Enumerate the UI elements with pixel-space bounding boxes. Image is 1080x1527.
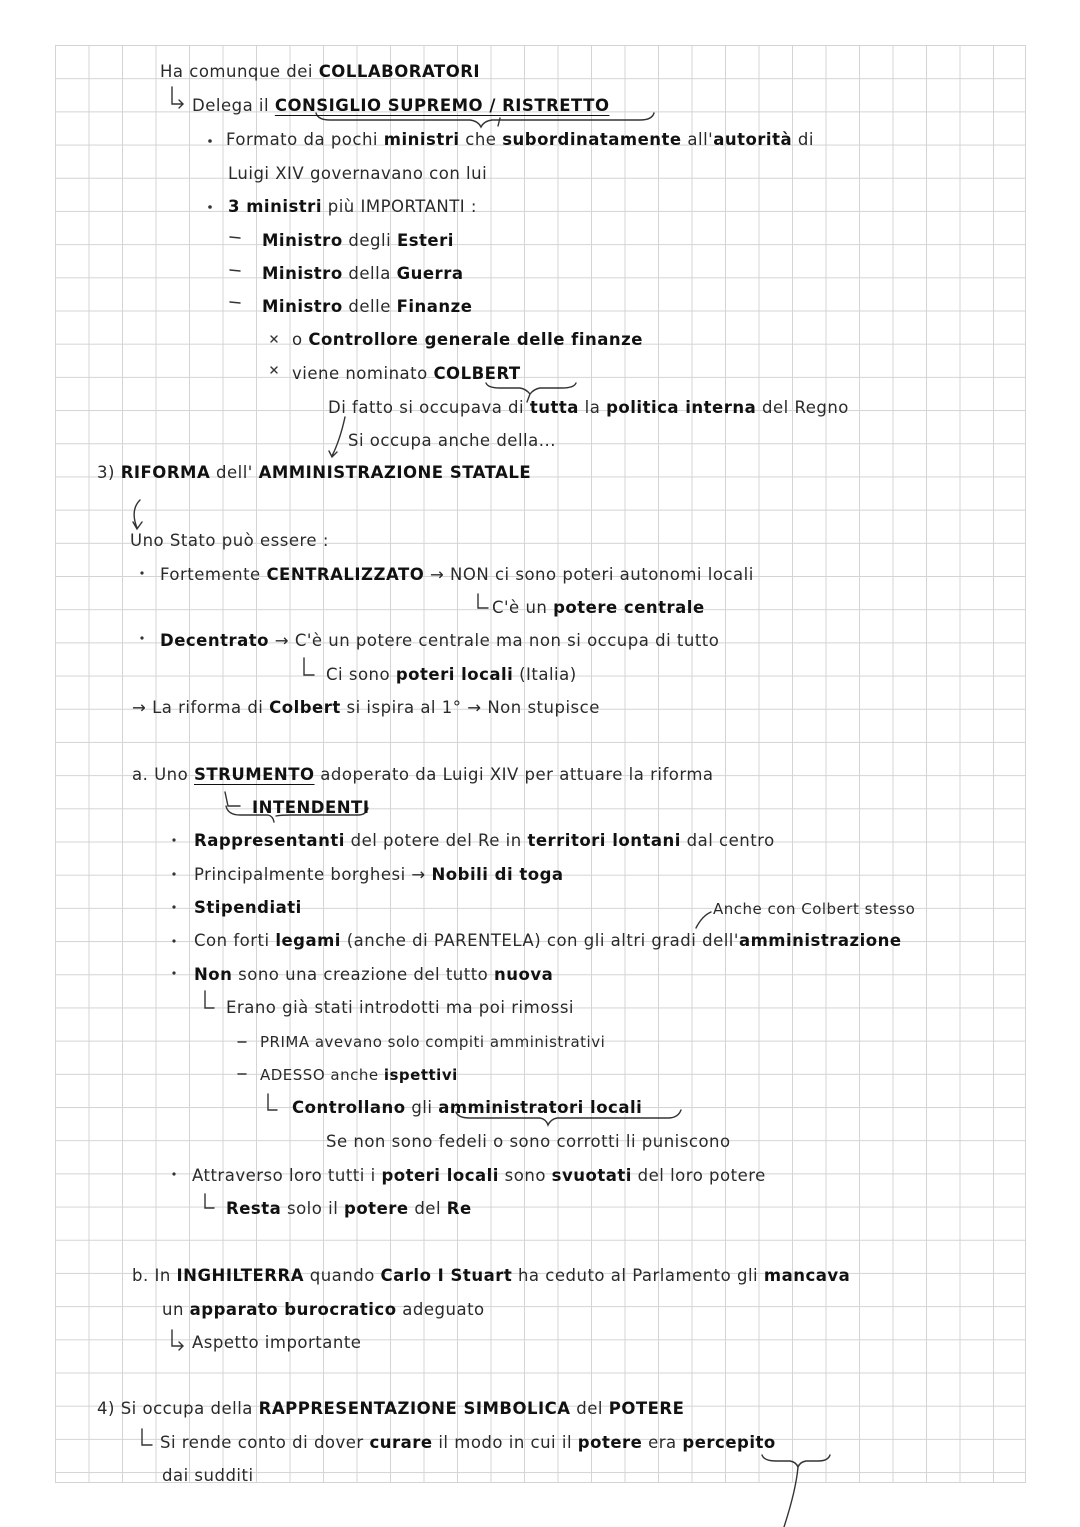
line-26: Con forti legami (anche di PARENTELA) con gli altri gradi dell'amministrazione [194, 931, 902, 950]
line-18: Ci sono poteri locali (Italia) [326, 665, 577, 684]
line-14: Uno Stato può essere : [130, 531, 329, 550]
line-16: C'è un potere centrale [492, 598, 705, 617]
section-4-heading: 4) Si occupa della RAPPRESENTAZIONE SIMBOLICA del POTERE [97, 1399, 685, 1418]
line-34: Resta solo il potere del Re [226, 1199, 472, 1218]
line-22: Rappresentanti del potere del Re in territori lontani dal centro [194, 831, 775, 850]
line-33: Attraverso loro tutti i poteri locali sono svuotati del loro potere [192, 1166, 766, 1185]
line-2: Delega il CONSIGLIO SUPREMO / RISTRETTO [192, 96, 610, 115]
line-28: Erano già stati introdotti ma poi rimossi [226, 998, 575, 1017]
line-25: Anche con Colbert stesso [713, 900, 916, 918]
line-23: Principalmente borghesi → Nobili di toga [194, 865, 564, 884]
line-7: Ministro della Guerra [262, 264, 464, 283]
line-5: 3 ministri più IMPORTANTI : [228, 197, 477, 216]
line-27: Non sono una creazione del tutto nuova [194, 965, 554, 984]
line-19: → La riforma di Colbert si ispira al 1° → Non stupisce [132, 698, 600, 717]
line-8: Ministro delle Finanze [262, 297, 473, 316]
line-9: o Controllore generale delle finanze [292, 330, 643, 349]
line-36: un apparato burocratico adeguato [162, 1300, 485, 1319]
line-31: Controllano gli amministratori locali [292, 1098, 643, 1117]
line-12: Si occupa anche della... [348, 431, 556, 450]
line-15: Fortemente CENTRALIZZATO → NON ci sono poteri autonomi locali [160, 565, 754, 584]
line-30: ADESSO anche ispettivi [260, 1066, 458, 1084]
line-32: Se non sono fedeli o sono corrotti li puniscono [326, 1132, 731, 1151]
line-17: Decentrato → C'è un potere centrale ma non si occupa di tutto [160, 631, 720, 650]
line-29: PRIMA avevano solo compiti amministrativi [260, 1033, 606, 1051]
line-39: Si rende conto di dover curare il modo in cui il potere era percepito [160, 1433, 776, 1452]
line-6: Ministro degli Esteri [262, 231, 454, 250]
line-3: Formato da pochi ministri che subordinatamente all'autorità di [226, 130, 814, 149]
line-10: viene nominato COLBERT [292, 364, 521, 383]
line-11: Di fatto si occupava di tutta la politica interna del Regno [328, 398, 849, 417]
item-b: b. In INGHILTERRA quando Carlo I Stuart ha ceduto al Parlamento gli mancava [132, 1266, 851, 1285]
section-3-heading: 3) RIFORMA dell' AMMINISTRAZIONE STATALE [97, 463, 532, 482]
line-1: Ha comunque dei COLLABORATORI [160, 62, 481, 81]
line-21: INTENDENTI [252, 798, 370, 817]
line-24: Stipendiati [194, 898, 302, 917]
line-40: dai sudditi [162, 1466, 254, 1485]
item-a: a. Uno STRUMENTO adoperato da Luigi XIV per attuare la riforma [132, 765, 714, 784]
line-4: Luigi XIV governavano con lui [228, 164, 488, 183]
line-37: Aspetto importante [192, 1333, 362, 1352]
